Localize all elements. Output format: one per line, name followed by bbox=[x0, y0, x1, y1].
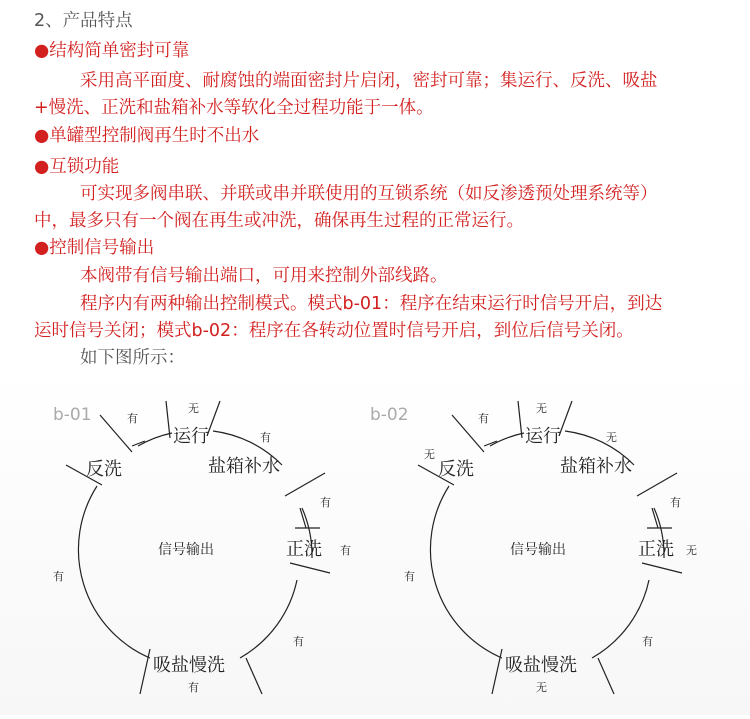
stage-boundary-line bbox=[642, 563, 682, 573]
section-title: 2、产品特点 bbox=[34, 11, 133, 31]
signal-mark: 无 bbox=[188, 402, 199, 415]
signal-mark: 有 bbox=[320, 496, 331, 509]
signal-mark: 有 bbox=[478, 412, 489, 425]
center-label: 信号输出 bbox=[510, 542, 566, 558]
signal-mark: 无 bbox=[606, 431, 617, 444]
bullet-icon: ● bbox=[34, 157, 50, 177]
feature-desc-line: 可实现多阀串联、并联或串并联使用的互锁系统（如反渗透预处理系统等） bbox=[80, 184, 658, 204]
signal-mark: 有 bbox=[127, 412, 138, 425]
center-label: 信号输出 bbox=[158, 542, 214, 558]
arc-segment bbox=[78, 486, 150, 658]
arc-segment bbox=[138, 433, 172, 446]
signal-mark: 无 bbox=[686, 544, 697, 557]
signal-mark: 有 bbox=[293, 635, 304, 648]
signal-mark: 有 bbox=[188, 681, 199, 694]
stage-label-brine-slow-rinse: 吸盐慢洗 bbox=[505, 655, 577, 676]
mode-label: b-02 bbox=[370, 405, 409, 425]
arc-segment bbox=[592, 580, 649, 658]
stage-boundary-line bbox=[166, 401, 170, 438]
stage-label-brine-refill: 盐箱补水 bbox=[560, 456, 632, 477]
signal-mark: 无 bbox=[424, 448, 435, 461]
stage-label-rinse: 正洗 bbox=[638, 539, 674, 560]
stage-boundary-line bbox=[290, 563, 330, 573]
signal-mark: 有 bbox=[670, 496, 681, 509]
stage-boundary-line bbox=[518, 401, 522, 438]
stage-boundary-line bbox=[285, 473, 325, 496]
stage-boundary-line bbox=[598, 658, 614, 694]
feature-title-2 bbox=[34, 124, 259, 148]
feature-title-text: 单罐型控制阀再生时不出水 bbox=[49, 126, 260, 146]
feature-desc-line: 采用高平面度、耐腐蚀的端面密封片启闭，密封可靠；集运行、反洗、吸盐 bbox=[80, 71, 658, 91]
signal-mark: 有 bbox=[260, 431, 271, 444]
bullet-icon: ● bbox=[34, 126, 50, 146]
feature-title-1 bbox=[34, 39, 189, 63]
feature-title-4 bbox=[34, 236, 154, 260]
mode-diagrams bbox=[0, 368, 750, 715]
feature-desc-line: 程序内有两种输出控制模式。模式b-01：程序在结束运行时信号开启，到达 bbox=[80, 294, 663, 314]
feature-title-text: 控制信号输出 bbox=[49, 238, 155, 258]
stage-label-rinse: 正洗 bbox=[286, 539, 322, 560]
signal-mark: 有 bbox=[642, 635, 653, 648]
bullet-icon: ● bbox=[34, 41, 50, 61]
stage-label-brine-refill: 盐箱补水 bbox=[208, 456, 280, 477]
stage-label-run: 运行 bbox=[173, 426, 209, 447]
stage-label-run: 运行 bbox=[525, 426, 561, 447]
stage-label-backwash: 反洗 bbox=[438, 459, 474, 480]
feature-desc-line: 本阀带有信号输出端口，可用来控制外部线路。 bbox=[80, 266, 448, 286]
signal-mark: 无 bbox=[536, 681, 547, 694]
feature-title-text: 结构简单密封可靠 bbox=[49, 41, 190, 61]
stage-label-backwash: 反洗 bbox=[86, 459, 122, 480]
signal-mark: 无 bbox=[536, 402, 547, 415]
diagram-area bbox=[0, 368, 750, 715]
feature-desc-line: 运时信号关闭；模式b-02：程序在各转动位置时信号开启，到位后信号关闭。 bbox=[34, 321, 634, 341]
arc-segment bbox=[240, 580, 297, 658]
caption: 如下图所示： bbox=[80, 348, 185, 368]
signal-mark: 有 bbox=[404, 570, 415, 583]
feature-title-text: 互锁功能 bbox=[49, 157, 120, 177]
feature-desc-line: 中，最多只有一个阀在再生或冲洗，确保再生过程的正常运行。 bbox=[34, 211, 524, 231]
stage-boundary-line bbox=[637, 473, 677, 496]
arc-segment bbox=[490, 433, 524, 446]
feature-title-3 bbox=[34, 155, 119, 179]
mode-label: b-01 bbox=[53, 405, 92, 425]
stage-label-brine-slow-rinse: 吸盐慢洗 bbox=[153, 655, 225, 676]
arc-segment bbox=[430, 486, 502, 658]
bullet-icon: ● bbox=[34, 238, 50, 258]
stage-boundary-line bbox=[246, 658, 262, 694]
signal-mark: 有 bbox=[340, 544, 351, 557]
feature-desc-line: +慢洗、正洗和盐箱补水等软化全过程功能于一体。 bbox=[34, 98, 434, 118]
signal-mark: 有 bbox=[53, 570, 64, 583]
